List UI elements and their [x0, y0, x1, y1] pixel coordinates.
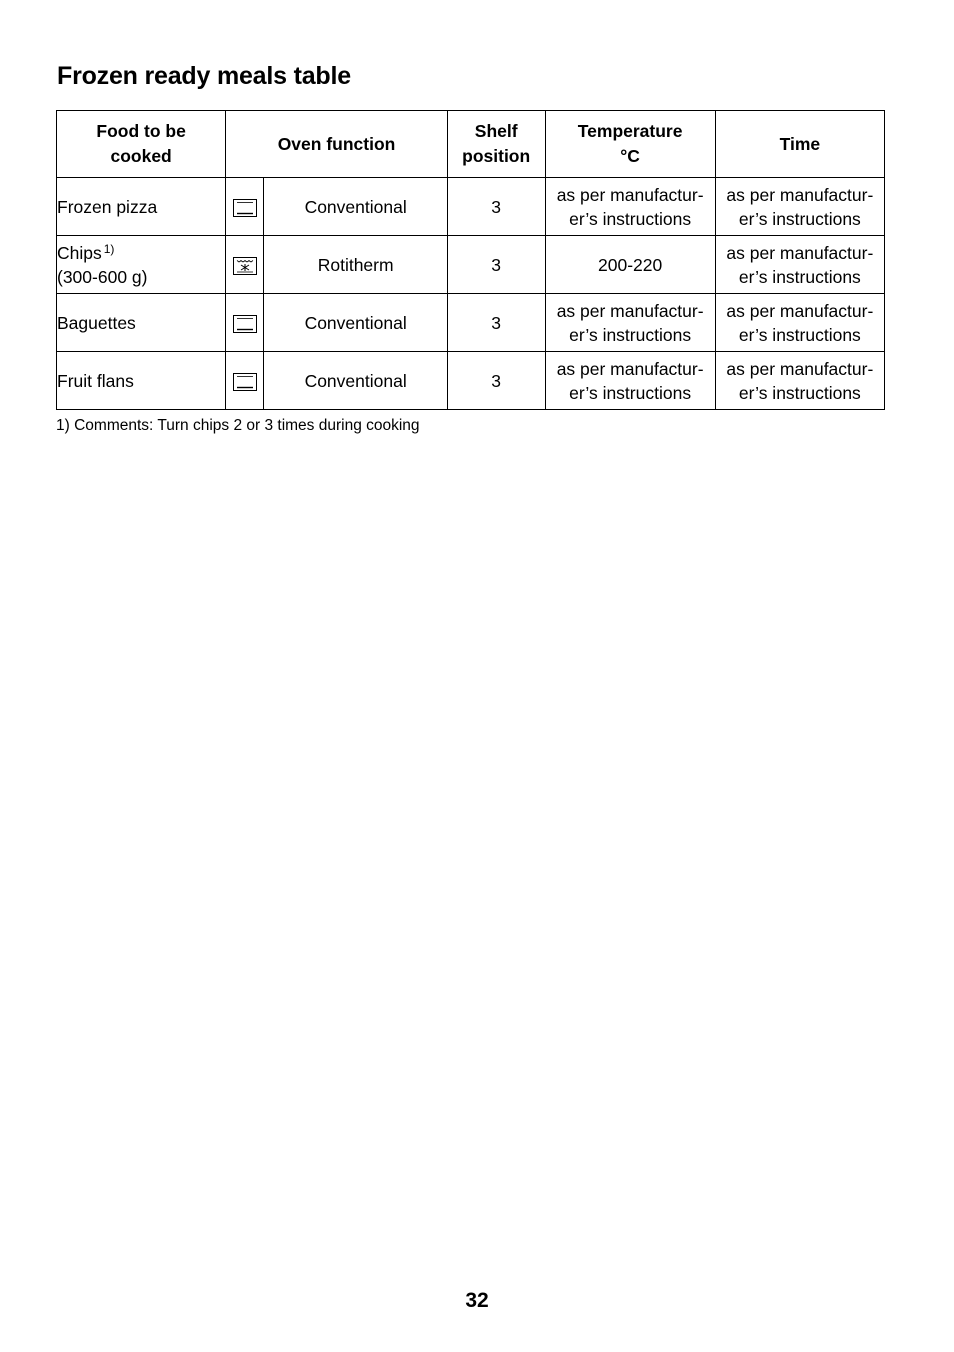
- time-line2: er’s instructions: [738, 382, 861, 403]
- function-cell: Conventional: [264, 352, 447, 410]
- header-food-line1: Food to be: [96, 121, 186, 141]
- temperature-line2: er’s instructions: [569, 324, 692, 345]
- table-header-row: [57, 111, 885, 178]
- conventional-heat-icon: [233, 199, 257, 217]
- page-title: Frozen ready meals table: [57, 62, 351, 90]
- header-oven-function: Oven function: [226, 111, 448, 178]
- frozen-meals-table: [56, 110, 885, 410]
- time-line1: as per manufactur-: [726, 300, 874, 321]
- food-cell: [57, 236, 226, 294]
- table-row: [57, 352, 885, 410]
- time-cell: [715, 352, 884, 410]
- header-food: [57, 111, 226, 178]
- time-line2: er’s instructions: [738, 266, 861, 287]
- footnote-marker: 1): [103, 241, 115, 256]
- table-footnote: 1) Comments: Turn chips 2 or 3 times during cooking: [56, 417, 420, 434]
- header-temp-line1: Temperature: [577, 121, 683, 141]
- function-icon-cell: [226, 236, 264, 294]
- temperature-line2: er’s instructions: [569, 208, 692, 229]
- header-temperature: [545, 111, 715, 178]
- header-shelf: [447, 111, 545, 178]
- conventional-heat-icon: [233, 315, 257, 333]
- shelf-cell: 3: [447, 178, 545, 236]
- time-line1: as per manufactur-: [726, 242, 874, 263]
- temperature-line1: as per manufactur-: [556, 184, 704, 205]
- function-cell: Conventional: [264, 294, 447, 352]
- shelf-cell: 3: [447, 294, 545, 352]
- fan-heat-icon: [233, 257, 257, 275]
- food-cell: Baguettes: [57, 294, 226, 352]
- header-shelf-line2: position: [462, 146, 531, 166]
- header-shelf-line1: Shelf: [474, 121, 518, 141]
- time-line1: as per manufactur-: [726, 184, 874, 205]
- page-number: 32: [465, 1289, 489, 1312]
- function-icon-cell: [226, 178, 264, 236]
- time-cell: [715, 294, 884, 352]
- function-icon-cell: [226, 294, 264, 352]
- time-line2: er’s instructions: [738, 208, 861, 229]
- function-cell: Rotitherm: [264, 236, 447, 294]
- food-line1: Chips: [57, 242, 102, 263]
- temperature-cell: [545, 294, 715, 352]
- table-row: [57, 236, 885, 294]
- food-cell: Frozen pizza: [57, 178, 226, 236]
- temperature-line1: as per manufactur-: [556, 358, 704, 379]
- time-line1: as per manufactur-: [726, 358, 874, 379]
- function-cell: Conventional: [264, 178, 447, 236]
- temperature-cell: [545, 352, 715, 410]
- temperature-cell: 200-220: [545, 236, 715, 294]
- food-cell: Fruit flans: [57, 352, 226, 410]
- time-cell: [715, 236, 884, 294]
- shelf-cell: 3: [447, 236, 545, 294]
- temperature-line1: as per manufactur-: [556, 300, 704, 321]
- conventional-heat-icon: [233, 373, 257, 391]
- time-cell: [715, 178, 884, 236]
- table-row: [57, 294, 885, 352]
- temperature-line2: er’s instructions: [569, 382, 692, 403]
- header-time: Time: [715, 111, 884, 178]
- header-food-line2: cooked: [110, 146, 172, 166]
- temperature-cell: [545, 178, 715, 236]
- function-icon-cell: [226, 352, 264, 410]
- food-line2: (300-600 g): [57, 266, 148, 287]
- shelf-cell: 3: [447, 352, 545, 410]
- header-temp-line2: °C: [620, 146, 640, 166]
- time-line2: er’s instructions: [738, 324, 861, 345]
- table-row: [57, 178, 885, 236]
